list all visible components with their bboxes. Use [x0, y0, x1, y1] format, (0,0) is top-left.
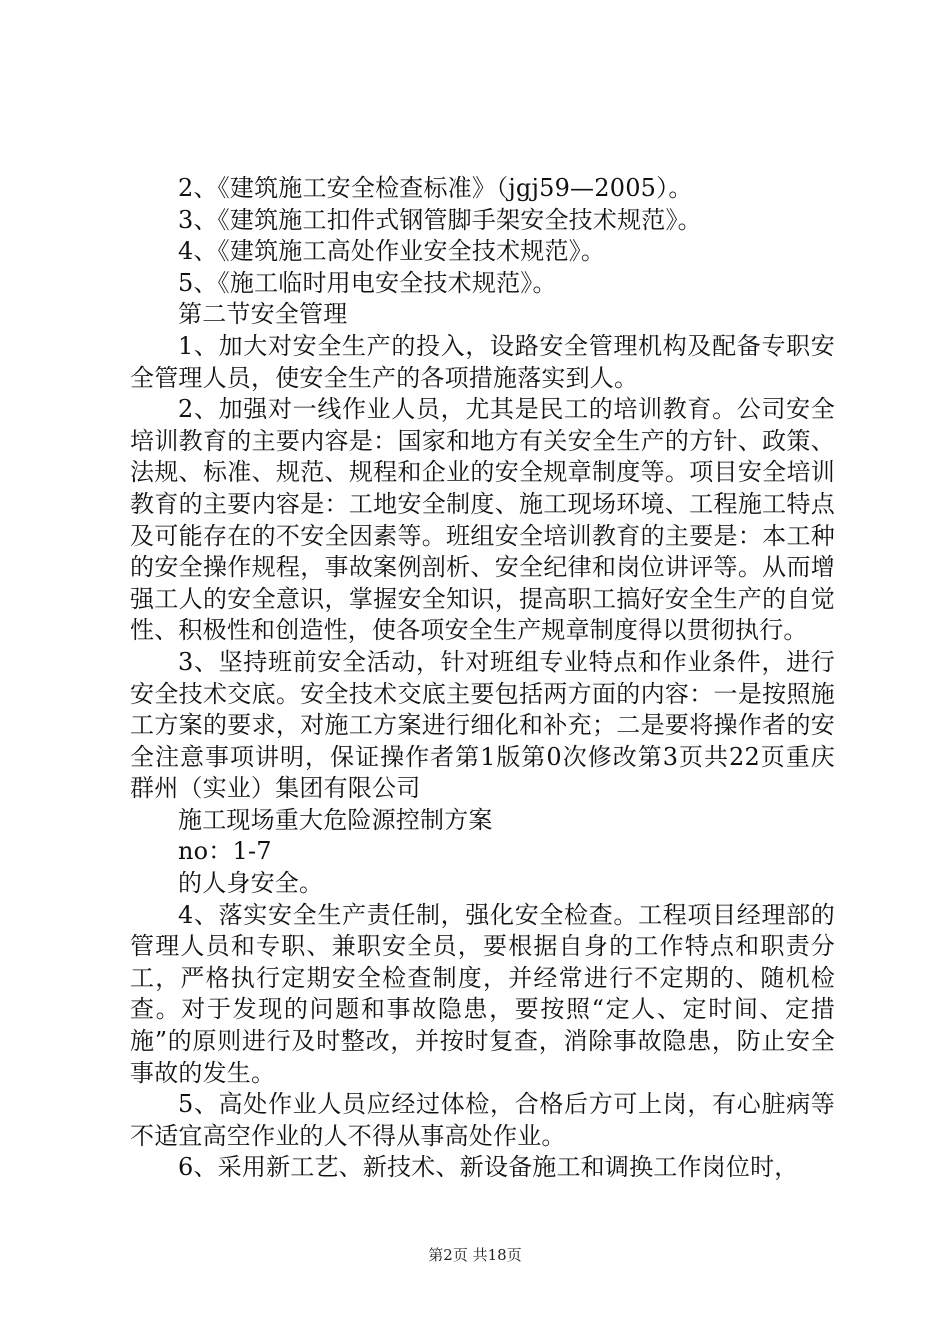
- page-header-title: 施工现场重大危险源控制方案: [178, 805, 493, 834]
- paragraph: 2、加强对一线作业人员，尤其是民工的培训教育。公司安全培训教育的主要内容是：国家和地方有关安全生产的方针、政策、法规、标准、规范、规程和企业的安全规章制度等。项目安全培训教育的主要内容是：工地安全制度、施工现场环境、工程施工特点及可能存在的不安全因素等。班组安全培训教育的主要是：本工种的安全操作规程，事故案例剖析、安全纪律和岗位讲评等。从而增强工人的安全意识，掌握安全知识，提高职工搞好安全生产的自觉性、积极性和创造性，使各项安全生产规章制度得以贯彻执行。: [130, 395, 835, 645]
- paragraph: 1、加大对安全生产的投入，设路安全管理机构及配备专职安全管理人员，使安全生产的各项措施落实到人。: [130, 331, 835, 392]
- page-number-footer: 第2页 共18页: [428, 1246, 522, 1264]
- paragraph: 4、落实安全生产责任制，强化安全检查。工程项目经理部的管理人员和专职、兼职安全员，要根据自身的工作特点和职责分工，严格执行定期安全检查制度，并经常进行不定期的、随机检查。对于发现的问题和事故隐患，要按照“定人、定时间、定措施”的原则进行及时整改，并按时复查，消除事故隐患，防止安全事故的发生。: [130, 900, 835, 1087]
- document-number: no：1-7: [178, 837, 272, 866]
- paragraph: 2、《建筑施工安全检查标准》（jgj59—2005）。: [178, 174, 693, 202]
- paragraph: 6、采用新工艺、新技术、新设备施工和调换工作岗位时，: [178, 1153, 799, 1182]
- paragraph: 3、坚持班前安全活动，针对班组专业特点和作业条件，进行安全技术交底。安全技术交底主要包括两方面的内容：一是按照施工方案的要求，对施工方案进行细化和补充；二是要将操作者的安全注意事项讲明，保证操作者第1版第0次修改第3页共22页重庆群州（实业）集团有限公司: [130, 647, 835, 803]
- document-body: [130, 173, 835, 1184]
- paragraph: 5、高处作业人员应经过体检，合格后方可上岗，有心脏病等不适宜高空作业的人不得从事高处作业。: [130, 1090, 835, 1150]
- paragraph: 3、《建筑施工扣件式钢管脚手架安全技术规范》。: [178, 205, 702, 234]
- paragraph: 5、《施工临时用电安全技术规范》。: [178, 268, 557, 297]
- paragraph: 4、《建筑施工高处作业安全技术规范》。: [178, 237, 606, 266]
- section-heading: 第二节安全管理: [178, 300, 348, 329]
- paragraph: 的人身安全。: [178, 869, 324, 898]
